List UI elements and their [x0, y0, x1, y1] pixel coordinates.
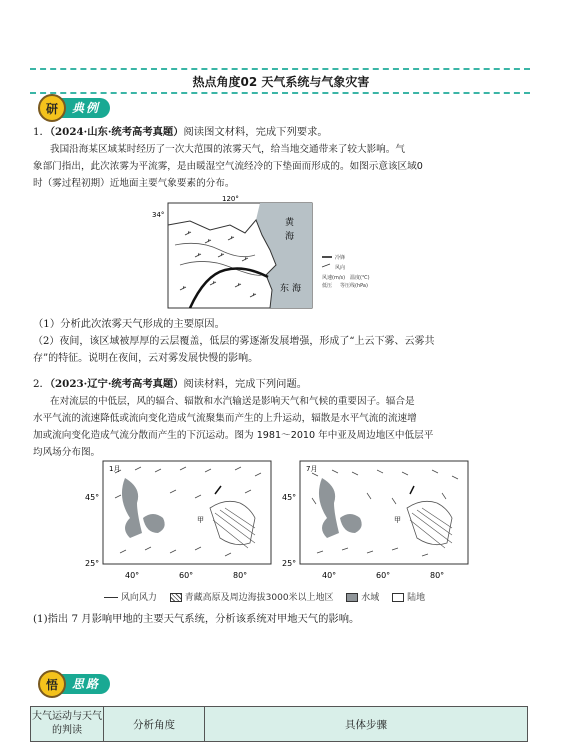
section-badge-examples: [38, 97, 110, 119]
page-title: 热点角度02 天气系统与气象灾害: [192, 75, 370, 89]
q2-para-line3: 加或流向变化造成气流分散而产生的下沉运动。图为 1981～2010 年中亚及周边地区中低层平: [33, 430, 434, 441]
wind-legend-icon: [104, 597, 118, 598]
top-divider: [30, 68, 530, 70]
jul-lon-60: 60°: [376, 571, 391, 580]
title-divider: [30, 92, 530, 94]
badge-label-2: 思路: [60, 674, 110, 694]
jan-lon-80: 80°: [233, 571, 248, 580]
lat-34-label: 34°: [152, 211, 165, 219]
q2-sub1: (1)指出 7 月影响甲地的主要天气系统，分析该系统对甲地天气的影响。: [33, 613, 360, 625]
jul-lat-bottom: 25°: [282, 559, 297, 568]
q2-number: 2．: [33, 378, 50, 390]
table-header-cell: 具体步骤: [205, 707, 528, 742]
badge-circle-2: 悟: [38, 670, 66, 698]
q2-para-line2: 水平气流的流速降低或流向变化造成气流聚集而产生的上升运动，辐散是水平气流的流速增: [33, 413, 417, 424]
badge-label: 典例: [60, 98, 110, 118]
legend-wind: 风向: [335, 265, 346, 271]
jan-lat-bottom: 25°: [85, 559, 100, 568]
q2-map-january: [85, 458, 275, 586]
q1-weather-map: [150, 195, 400, 313]
water-legend-label: 水域: [361, 593, 380, 603]
jan-month-label: 1月: [109, 465, 121, 473]
q1-instruction: 阅读图文材料，完成下列要求。: [183, 126, 328, 138]
jan-lon-60: 60°: [179, 571, 194, 580]
q1-number: 1．: [33, 126, 50, 138]
sea-east-1: 东: [280, 284, 290, 294]
legend-temp: 温度(℃): [350, 275, 370, 281]
legend-low: 低压: [322, 283, 333, 289]
q2-heading: [33, 376, 307, 393]
sea-yellow-1: 黄: [285, 218, 295, 228]
q1-source: （2024·山东·统考高考真题）: [49, 126, 184, 138]
q1-para-line2: 象部门指出，此次浓雾为平流雾，是由暖湿空气流经冷的下垫面而形成的。如图示意该区域0: [33, 161, 423, 172]
section-badge-thinking: [38, 673, 110, 695]
jan-lat-top: 45°: [85, 493, 100, 502]
jul-lon-40: 40°: [322, 571, 337, 580]
badge-circle: 研: [38, 94, 66, 122]
table-header-row: [31, 707, 528, 742]
sea-yellow-2: 海: [285, 232, 295, 242]
land-legend-label: 陆地: [407, 593, 426, 603]
legend-cold-front: 冷锋: [335, 255, 346, 261]
q2-para-line1: 在对流层的中低层，风的辐合、辐散和水汽输送是影响天气和气候的重要因子。辐合是: [50, 396, 415, 407]
legend-speed: 风速(m/s): [322, 275, 346, 281]
jul-lat-top: 45°: [282, 493, 297, 502]
wind-legend-label: 风向风力: [120, 593, 157, 603]
q1-sub2-line1: （2）夜间，该区域被厚厚的云层覆盖，低层的雾逐渐发展增强，形成了“上云下雾、云雾共: [33, 336, 435, 347]
q2-legend: [104, 590, 425, 603]
legend-isobar: 等压线(hPa): [340, 283, 368, 289]
q2-source: （2023·辽宁·统考高考真题）: [49, 378, 184, 390]
sea-east-2: 海: [292, 284, 302, 294]
land-legend-icon: [392, 593, 404, 602]
q2-para-line4: 均风场分布图。: [33, 447, 101, 458]
jan-lon-40: 40°: [125, 571, 140, 580]
q1-heading: [33, 124, 328, 141]
plateau-legend-label: 青藏高原及周边海拔3000米以上地区: [184, 593, 334, 603]
jan-place-label: 甲: [197, 516, 204, 524]
q1-sub2-line2: 存”的特征。说明在夜间，云对雾发展快慢的影响。: [33, 353, 259, 364]
jul-lon-80: 80°: [430, 571, 445, 580]
q1-sub1: （1）分析此次浓雾天气形成的主要原因。: [33, 318, 225, 330]
table-header-cell: 分析角度: [104, 707, 205, 742]
q1-para-line3: 时（雾过程初期）近地面主要气象要素的分布。: [33, 178, 235, 189]
q2-instruction: 阅读材料，完成下列问题。: [183, 378, 308, 390]
q1-para-line1: 我国沿海某区域某时经历了一次大范围的浓雾天气，给当地交通带来了较大影响。气: [50, 144, 405, 155]
steps-table: [30, 706, 528, 742]
plateau-legend-icon: [170, 593, 182, 602]
q2-map-july: [282, 458, 472, 586]
lon-120-label: 120°: [222, 195, 239, 203]
table-header-cell: 大气运动与天气的判读: [31, 707, 104, 742]
water-legend-icon: [346, 593, 358, 602]
jul-place-label: 甲: [394, 516, 401, 524]
jul-month-label: 7月: [306, 465, 318, 473]
